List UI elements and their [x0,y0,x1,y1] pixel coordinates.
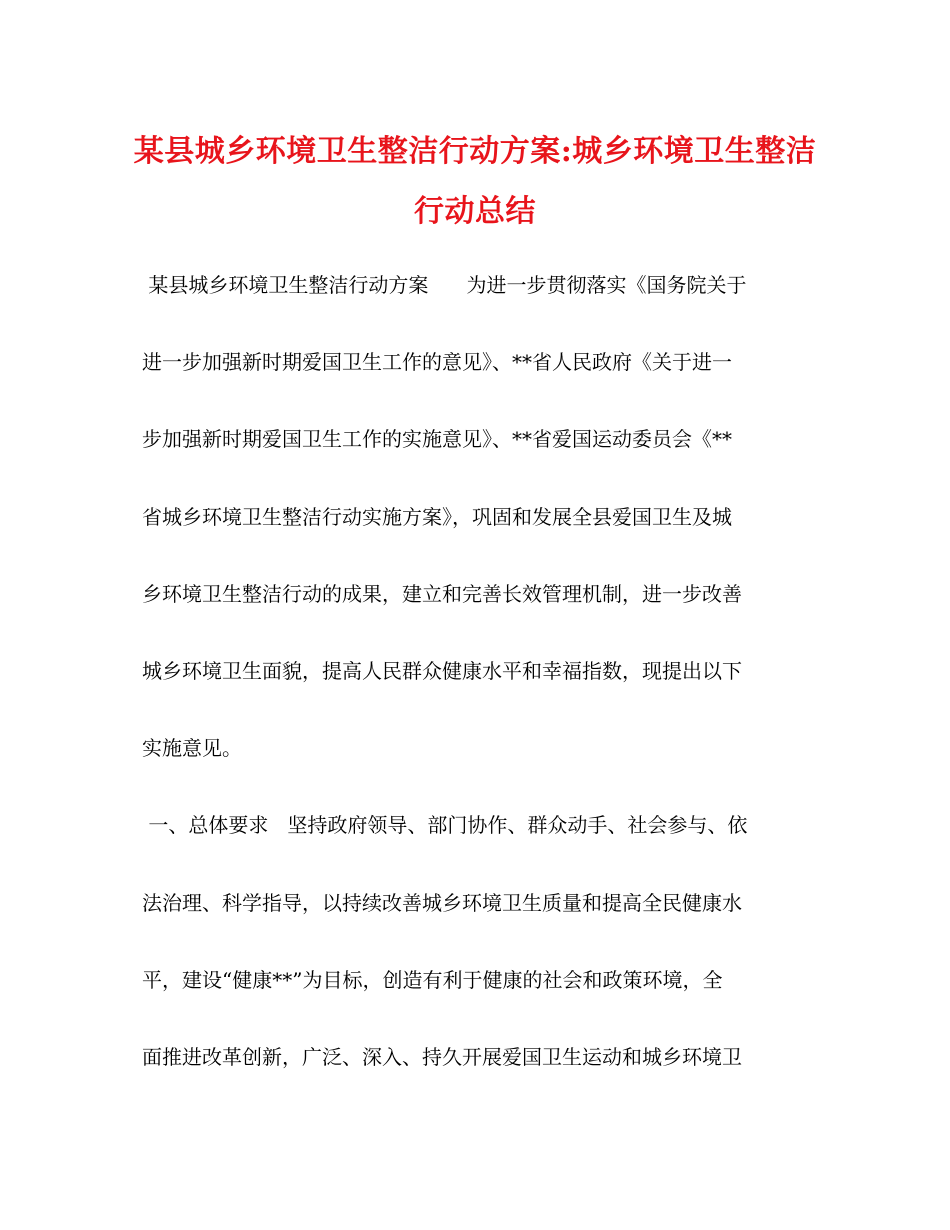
body-line: 实施意见。 [142,736,242,761]
body-line: 法治理、科学指导，以持续改善城乡环境卫生质量和提高全民健康水 [142,890,742,915]
body-line: 步加强新时期爱国卫生工作的实施意见》、**省爱国运动委员会《** [142,427,732,452]
document-title: 某县城乡环境卫生整洁行动方案:城乡环境卫生整洁行动总结 [133,134,817,229]
body-line: 进一步加强新时期爱国卫生工作的意见》、**省人民政府《关于进一 [142,350,732,375]
body-line: 乡环境卫生整洁行动的成果，建立和完善长效管理机制，进一步改善 [142,581,742,606]
body-line: 面推进改革创新，广泛、深入、持久开展爱国卫生运动和城乡环境卫 [142,1044,742,1069]
body-line: 某县城乡环境卫生整洁行动方案 为进一步贯彻落实《国务院关于 [142,273,747,297]
document-body [142,258,822,1107]
body-line: 城乡环境卫生面貌，提高人民群众健康水平和幸福指数，现提出以下 [142,658,742,683]
body-line: 省城乡环境卫生整洁行动实施方案》，巩固和发展全县爱国卫生及城 [142,504,732,529]
body-line: 平，建设“健康**”为目标，创造有利于健康的社会和政策环境，全 [142,967,723,992]
body-line: 一、总体要求 坚持政府领导、部门协作、群众动手、社会参与、依 [142,813,748,838]
